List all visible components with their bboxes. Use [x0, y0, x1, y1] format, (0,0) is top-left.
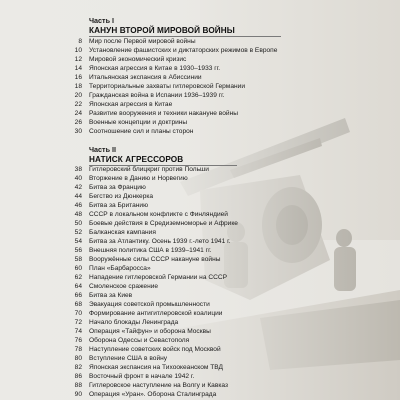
toc-entry-title: Японская агрессия в Китае	[89, 101, 173, 108]
toc-entry-page: 44	[74, 193, 82, 200]
toc-entry[interactable]	[0, 309, 400, 318]
toc-entry[interactable]	[0, 91, 400, 100]
toc-entry-page: 10	[74, 47, 82, 54]
toc-entry-page: 24	[74, 110, 82, 117]
toc-entry[interactable]	[0, 282, 400, 291]
toc-entry-title: Внешняя политика США в 1939–1941 гг.	[89, 247, 212, 254]
toc-entry[interactable]	[0, 381, 400, 390]
part2-label: Часть II	[89, 145, 116, 154]
toc-entry[interactable]	[0, 46, 400, 55]
toc-entry-page: 78	[74, 346, 82, 353]
toc-entry[interactable]	[0, 100, 400, 109]
toc-entry[interactable]	[0, 109, 400, 118]
toc-entry-page: 64	[74, 283, 82, 290]
toc-entry-title: Смоленское сражение	[89, 283, 159, 290]
toc-entry[interactable]	[0, 192, 400, 201]
toc-entry[interactable]	[0, 118, 400, 127]
toc-entry-title: Бегство из Дюнкерка	[89, 193, 154, 200]
toc-entry-title: Битва за Атлантику. Осень 1939 г.-лето 1941 г.	[89, 238, 231, 245]
toc-entry-page: 22	[74, 101, 82, 108]
toc-entry-page: 76	[74, 337, 82, 344]
toc-entry-page: 60	[74, 265, 82, 272]
toc-entry-title: Военные концепции и доктрины	[89, 119, 188, 126]
toc-entry-title: Нападение гитлеровской Германии на СССР	[89, 274, 228, 281]
toc-entry-title: Битва за Францию	[89, 184, 146, 191]
toc-entry-page: 80	[74, 355, 82, 362]
toc-entry-title: Территориальные захваты гитлеровской Германии	[89, 83, 246, 90]
toc-entry[interactable]	[0, 183, 400, 192]
toc-entry-page: 50	[74, 220, 82, 227]
toc-entry-title: Японская экспансия на Тихоокеанском ТВД	[89, 364, 224, 371]
toc-entry-page: 42	[74, 184, 82, 191]
toc-entry-page: 20	[74, 92, 82, 99]
toc-entry[interactable]	[0, 246, 400, 255]
toc-entry[interactable]	[0, 64, 400, 73]
toc-entry-page: 62	[74, 274, 82, 281]
toc-entry[interactable]	[0, 327, 400, 336]
toc-entry-title: Итальянская экспансия в Абиссинии	[89, 74, 202, 81]
toc-entry[interactable]	[0, 201, 400, 210]
toc-entry[interactable]	[0, 345, 400, 354]
toc-entry-title: Оборона Одессы и Севастополя	[89, 337, 190, 344]
toc-entry-title: Вооружённые силы СССР накануне войны	[89, 256, 221, 263]
toc-entry[interactable]	[0, 390, 400, 399]
toc-entry[interactable]	[0, 318, 400, 327]
toc-entry-page: 88	[74, 382, 82, 389]
toc-entry-page: 66	[74, 292, 82, 299]
toc-entry[interactable]	[0, 291, 400, 300]
toc-entry[interactable]	[0, 174, 400, 183]
toc-entry-title: Гитлеровское наступление на Волгу и Кавказ	[89, 382, 228, 389]
toc-entry[interactable]	[0, 165, 400, 174]
toc-entry-page: 16	[74, 74, 82, 81]
part2-title: НАТИСК АГРЕССОРОВ	[89, 155, 184, 164]
toc-entry[interactable]	[0, 37, 400, 46]
toc-entry-title: Операция «Тайфун» и оборона Москвы	[89, 328, 211, 335]
toc-entry-title: Развитие вооружения и техники накануне войны	[89, 110, 238, 117]
toc-entry[interactable]	[0, 127, 400, 136]
toc-entry-title: СССР в локальном конфликте с Финляндией	[89, 211, 228, 218]
toc-entry-title: Балканская кампания	[89, 229, 156, 236]
toc-entry[interactable]	[0, 73, 400, 82]
part1-label: Часть I	[89, 16, 114, 25]
toc-entry[interactable]	[0, 354, 400, 363]
toc-entry-page: 86	[74, 373, 82, 380]
toc-entry-page: 46	[74, 202, 82, 209]
toc-entry-page: 58	[74, 256, 82, 263]
toc-entry-title: План «Барбаросса»	[89, 265, 151, 272]
toc-entry-page: 38	[74, 166, 82, 173]
toc-entry[interactable]	[0, 300, 400, 309]
toc-entry-page: 74	[74, 328, 82, 335]
part1-title: КАНУН ВТОРОЙ МИРОВОЙ ВОЙНЫ	[89, 26, 235, 35]
toc-entry[interactable]	[0, 273, 400, 282]
toc-entry-title: Боевые действия в Средиземноморье и Африке	[89, 220, 238, 227]
toc-entry[interactable]	[0, 255, 400, 264]
toc-entry-page: 70	[74, 310, 82, 317]
toc-entry[interactable]	[0, 264, 400, 273]
toc-entry-page: 26	[74, 119, 82, 126]
toc-entry[interactable]	[0, 210, 400, 219]
toc-entry-page: 68	[74, 301, 82, 308]
toc-entry-title: Операция «Уран». Оборона Сталинграда	[89, 391, 217, 398]
toc-entry-title: Начало блокады Ленинграда	[89, 319, 179, 326]
toc-entry-page: 90	[74, 391, 82, 398]
toc-entry[interactable]	[0, 228, 400, 237]
toc-entry[interactable]	[0, 237, 400, 246]
toc-entry-title: Гитлеровский блицкриг против Польши	[89, 166, 209, 173]
toc-entry-title: Эвакуация советской промышленности	[89, 301, 210, 308]
toc-entry[interactable]	[0, 82, 400, 91]
toc-entry-title: Мир после Первой мировой войны	[89, 38, 196, 45]
toc-entry-page: 54	[74, 238, 82, 245]
toc-entry-page: 40	[74, 175, 82, 182]
toc-entry-title: Наступление советских войск под Москвой	[89, 346, 221, 353]
toc-entry-page: 14	[74, 65, 82, 72]
toc-entry-page: 12	[74, 56, 82, 63]
toc-entry-title: Битва за Британию	[89, 202, 149, 209]
toc-entry-title: Вторжение в Данию и Норвегию	[89, 175, 188, 182]
toc-entry-title: Формирование антигитлеровской коалиции	[89, 310, 223, 317]
toc-entry-title: Установление фашистских и диктаторских режимов в Европе	[89, 47, 278, 54]
toc-entry-title: Японская агрессия в Китае в 1930–1933 гг.	[89, 65, 221, 72]
toc-entry[interactable]	[0, 363, 400, 372]
toc-entry-page: 48	[74, 211, 82, 218]
toc-entry[interactable]	[0, 219, 400, 228]
toc-entry-page: 82	[74, 364, 82, 371]
toc-entry-title: Битва за Киев	[89, 292, 133, 299]
toc-entry-title: Соотношение сил и планы сторон	[89, 128, 194, 135]
toc-entry[interactable]	[0, 55, 400, 64]
toc-entry-page: 52	[74, 229, 82, 236]
toc-entry-title: Гражданская война в Испании 1936–1939 гг.	[89, 92, 225, 99]
toc-entry-title: Вступление США в войну	[89, 355, 168, 362]
toc-entry[interactable]	[0, 336, 400, 345]
toc-entry-title: Восточный фронт в начале 1942 г.	[89, 373, 195, 380]
toc-entry-page: 8	[78, 38, 82, 45]
toc-entry-page: 72	[74, 319, 82, 326]
toc-entry-page: 56	[74, 247, 82, 254]
toc-entry-page: 18	[74, 83, 82, 90]
toc-entry-page: 30	[74, 128, 82, 135]
toc-entry[interactable]	[0, 372, 400, 381]
toc-entry-title: Мировой экономический кризис	[89, 56, 187, 63]
